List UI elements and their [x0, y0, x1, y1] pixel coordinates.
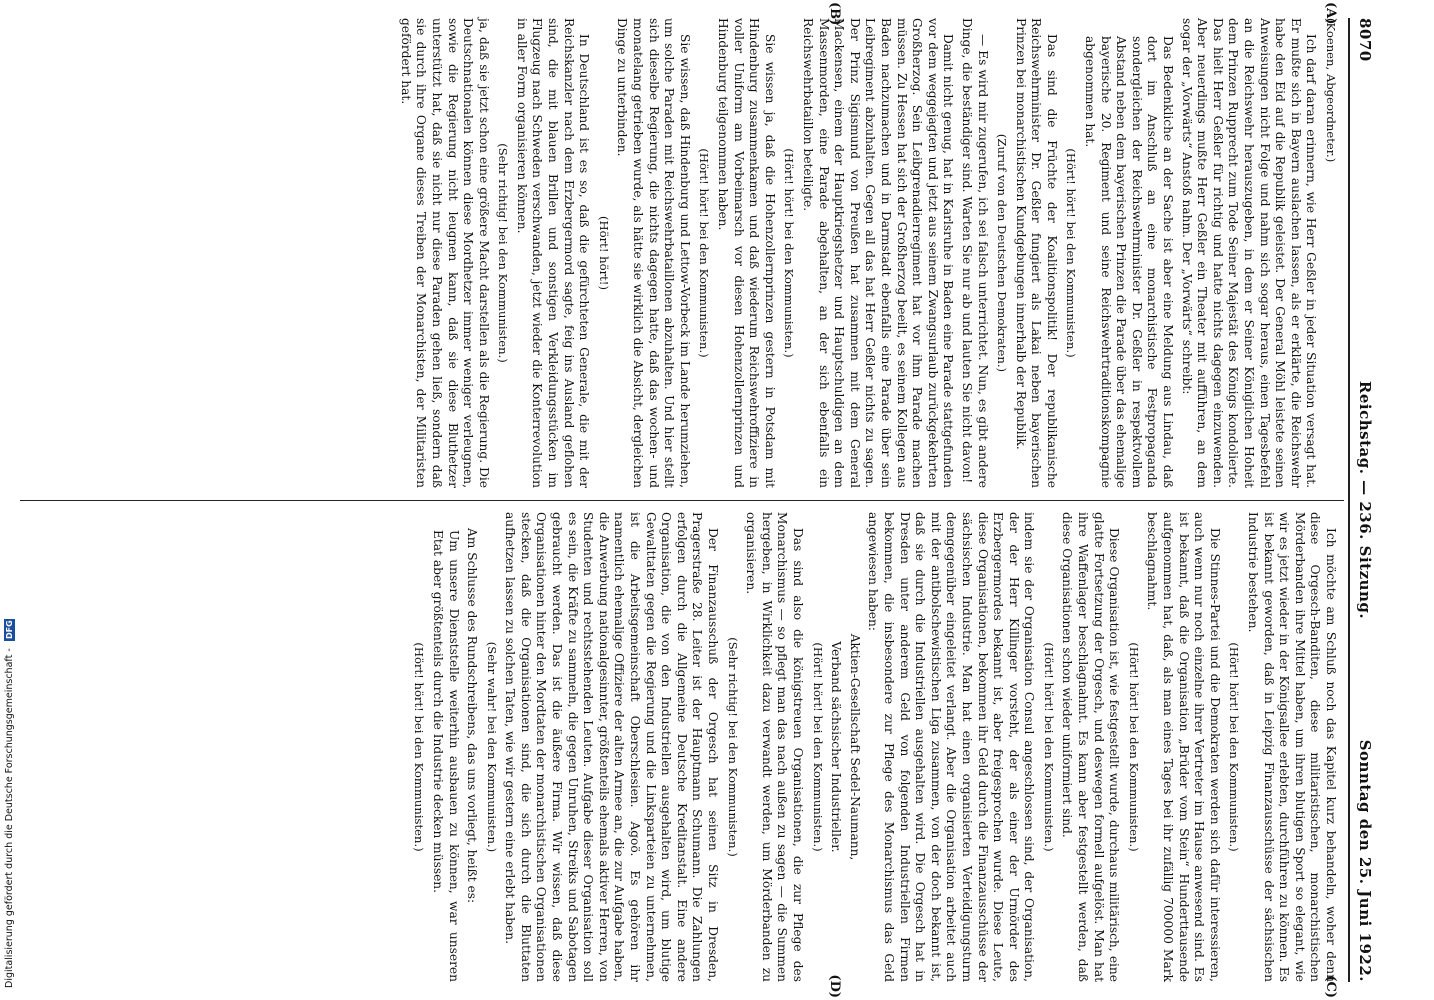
- paragraph: Das sind die Früchte der Koalitionspolitik! Der republikanische Reichswehrminister Dr. Geßler fungiert als Lakai neben bayerischen Prinzen bei monarchistischen Kundgebungen innerhalb der Republik.: [1013, 18, 1059, 488]
- list-item: Aktien-Gesellschaft Sedel-Naumann,: [847, 633, 862, 861]
- interjection: (Hört! hört! bei den Kommunisten.): [1126, 642, 1141, 852]
- paragraph: Diese Organisation ist, wie festgestellt wurde, durchaus militärisch, eine glatte Fortsetzung der Orgesch, und deswegen formell aufgelöst. Man hat ihre Waffenlager beschlagnahmt. Es kann aber festgestellt werden, daß diese Organisationen schon wieder uniformiert sind.: [1060, 512, 1122, 982]
- footer-text: Digitalisierung gefördert durch die Deutsche Forschungsgemeinschaft -: [4, 648, 15, 988]
- margin-mark-a: (A): [1323, 2, 1338, 25]
- margin-mark-d: (D): [827, 974, 842, 998]
- margin-mark-c: (C): [1323, 975, 1338, 998]
- paragraph: Der Finanzausschuß der Orgesch hat seinen Sitz in Dresden, Pragerstraße 28. Leiter ist der Hauptmann Schumann. Die Zahlungen erfolgen durch die Allgemeine Deutsche Kreditanstalt. Eine andere Organisation, die von den Industriellen ausgehalten wird, um blutige Gewalttaten gegen die Regierung und die Linksparteien zu unternehmen, ist die Arbeitsgemeinschaft Oberschlesien. Agoö. Es gehören ihr namentlich ehemalige Offiziere der alten Armee an, die zur Aufgabe haben, die Anwerbung nationalgesinnter, größtenteils ehemals aktiver Herren, von Studenten und rechtsstehenden Leuten. Aufgabe dieser Organisation soll es sein, die Kräfte zu sammeln, die gegen Unruhen, Streiks und Sabotagen gebraucht werden. Das ist die äußere Firma. Wir wissen, daß diese Organisationen hinter den Mordtaten der monarchistischen Organisationen stecken, daß die Organisationen sind, die sich durch die Bluttaten aufhetzen lassen zu solchen Taten, wie wir gestern eine erlebt haben.: [503, 512, 721, 982]
- interjection: (Sehr richtig! bei den Kommunisten.): [496, 143, 511, 363]
- paragraph: Ich darf daran erinnern, wie Herr Geßler in jeder Situation versagt hat. Er mußte sich in Bayern auslachen lassen, als er erklärte, die Reichswehr habe den Eid auf die Republik geleistet. Der General Möhl leistete seinen Anweisungen nicht Folge und nahm sich sogar heraus, einen Tagesbefehl an die Reichswehr herauszugeben, in dem er Seiner Königlichen Hoheit dem Prinzen Rupprecht zum Tode Seiner Majestät des Königs kondolierte. Das hielt Herr Geßler für richtig und hatte nichts dagegen einzuwenden. Aber neuerdings mußte Herr Geßler ein Theater mit aufführen, an dem sogar der „Vorwärts“ Anstoß nahm. Der „Vorwärts“ schreibt:: [1179, 18, 1319, 488]
- list-item: Verband sächsischer Industrieller.: [829, 641, 844, 853]
- speaker-label: (Koenen, Abgeordneter.): [1324, 18, 1338, 163]
- paragraph: Sie wissen, daß Hindenburg und Lettow-Vorbeck im Lande herumziehen, um solche Paraden mit Reichswehrbataillonen abzuhalten. Und hier stellt sich dieselbe Regierung, die nichts dagegen hatte, daß das wochen- und monatelang getrieben wurde, als hätte sie wirklich die Absicht, dergleichen Dinge zu unterbinden.: [615, 18, 692, 488]
- interjection: (Hört! hört! bei den Kommunisten.): [810, 642, 825, 852]
- page-title: Reichstag. — 236. Sitzung.: [1356, 380, 1374, 620]
- session-date: Sonntag den 25. Juni 1922.: [1356, 739, 1374, 982]
- paragraph: Sie wissen ja, daß die Hohenzollernprinzen gestern in Potsdam mit Hindenburg zusammenkamen und daß wiederum Reichswehroffiziere in voller Uniform am Vorbeimarsch vor diesen Hohenzollernprinzen und Hindenburg teilgenommen haben.: [716, 18, 777, 488]
- dfg-logo: DFG: [5, 620, 14, 640]
- right-column: [20, 512, 1338, 982]
- interjection: (Hört! hört! bei den Kommunisten.): [697, 148, 712, 358]
- digitization-footer: [4, 608, 18, 988]
- interjection: (Hört! hört! bei den Kommunisten.): [1227, 642, 1242, 852]
- interjection: (Hört! hört! bei den Kommunisten.): [1064, 148, 1079, 358]
- interjection: (Hört! hört!): [596, 216, 611, 290]
- paragraph: Die Stinnes-Partei und die Demokraten werden sich dafür interessieren, auch wenn nur noch einzelne ihrer Vertreter im Hause anwesend sind. Es ist bekannt, daß die Organisation „Brüder vom Stein“ Hunderttausende aufgenommen hat, daß, als man eines Tages bei ihr zufällig 700000 Mark beschlagnahmt.: [1145, 512, 1222, 982]
- interjection: (Zuruf von den Deutschen Demokraten.): [995, 133, 1010, 373]
- quoted-paragraph: Das Bedenkliche an der Sache ist aber eine Meldung aus Lindau, daß dort im Anschluß an eine monarchistische Festpropaganda sondergleichen der Reichswehrminister Dr. Geßler in respektvollem Abstand neben dem bayerischen Prinzen die Parade über das ehemalige bayerische 20. Regiment und seine Reichswehrtraditionskompagnie abgenommen hat.: [1083, 36, 1176, 488]
- paragraph: ja, daß sie jetzt schon eine größere Macht darstellen als die Regierung. Die Deutschnationalen können diese Mordhetzer immer weniger verleugnen, sowie die Regierung nicht leugnen kann, daß sie diese Bluthetzer unterstützt hat, daß sie nicht nur diese Paraden gehen ließ, sondern daß sie durch ihre Organe dieses Treiben der Monarchisten, der Militaristen gefördert hat.: [398, 18, 491, 488]
- left-column: [20, 18, 1338, 488]
- interjection: (Sehr wahr! bei den Kommunisten.): [484, 641, 499, 853]
- paragraph: Am Schlusse des Rundschreibens, das uns vorliegt, heißt es:: [465, 528, 480, 904]
- page-header: [1350, 18, 1378, 982]
- page-number: 8070: [1356, 18, 1374, 62]
- header-rule: [1348, 18, 1350, 982]
- interjection: (Hört! hört! bei den Kommunisten.): [412, 642, 427, 852]
- paragraph: indem sie der Organisation Consul angeschlossen sind, der Organisation, der der Herr Killinger vorsteht, der als einer der Urmörder des Erzbergermordes bekannt ist, aber freigesprochen wurde. Diese Leute, diese Organisationen, bekommen ihr Geld durch die Finanzausschüsse der sächsischen Industrie. Man hat einen organisierten Verteidigungsturm demgegenüber eingeleitet verlangt. Aber die Organisation arbeitet auch mit der antibolschewistischen Liga zusammen, von der doch bekannt ist, daß sie durch die Industriellen ausgehalten wird. Die Orgesch hat in Dresden unter anderem Geld von folgenden Industriellen Firmen bekommen, die insbesondere zur Pflege des Monarchismus das Geld angewiesen haben:: [866, 512, 1037, 982]
- paragraph: Das sind also die königstreuen Organisationen, die zur Pflege des Monarchismus — so pflegt man das nach außen zu sagen — die Summen hergeben, in Wirklichkeit dazu verwandt werden, um Mörderbanden zu organisieren.: [744, 512, 805, 982]
- column-divider: [20, 500, 1344, 501]
- margin-mark-b: (B): [827, 2, 842, 26]
- quoted-paragraph: Um unsere Dienststelle weiterhin ausbauen zu können, war unseren Etat aber größtenteils durch die Industrie decken müssen.: [430, 530, 461, 982]
- paragraph: Ich möchte am Schluß noch das Kapitel kurz behandeln, woher denn diese Orgesch-Banditen, diese militaristischen, monarchistischen Mörderbanden ihre Mittel haben, um ihren blutigen Sport so elegant, wie wir es jetzt wieder in der Königsallee erlebten, durchführen zu können. Es ist bekannt geworden, daß in Leipzig Finanzausschüsse der sächsischen Industrie bestehen.: [1246, 512, 1338, 982]
- interjection: (Sehr richtig! bei den Kommunisten.): [725, 637, 740, 857]
- interjection: (Hört! hört! bei den Kommunisten.): [782, 148, 797, 358]
- interjection: (Hört! hört! bei den Kommunisten.): [1041, 642, 1056, 852]
- paragraph: Damit nicht genug, hat in Karlsruhe in Baden eine Parade stattgefunden vor dem weggejagten und jetzt aus seinem Zwangsurlaub zurückgekehrten Großherzog. Sein Leibgrenadierregiment hat vor ihm Parade machen müssen. Zu Hessen hat sich der Großherzog beeilt, es seinem Kollegen aus Baden nachzumachen und in Darmstadt ebenfalls eine Parade über sein Leibregiment abzuhalten. Gegen all das hat Herr Geßler nichts zu sagen. Der Prinz Sigismund von Preußen hat zusammen mit dem General Mackensen, einem der Hauptkriegshetzer und Hauptschuldigen an dem Massenmorden, eine Parade abgehalten, an der sich ebenfalls ein Reichswehrbataillon beteiligte.: [801, 18, 956, 488]
- paragraph: In Deutschland ist es so, daß die gefürchteten Generale, die mit der Reichskanzler nach dem Erzbergermord sagte, feig ins Ausland geflohen sind, die mit blauen Brillen und sonstigen Verkleidungsstücken im Flugzeug nach Schweden verschwanden, jetzt wieder die Konterrevolution in aller Form organisieren können.: [514, 18, 592, 488]
- paragraph: — Es wird mir zugerufen, ich sei falsch unterrichtet. Nun, es gibt andere Dinge, die beständiger sind. Warten Sie nur ab und lauten Sie nicht davon!: [959, 18, 990, 488]
